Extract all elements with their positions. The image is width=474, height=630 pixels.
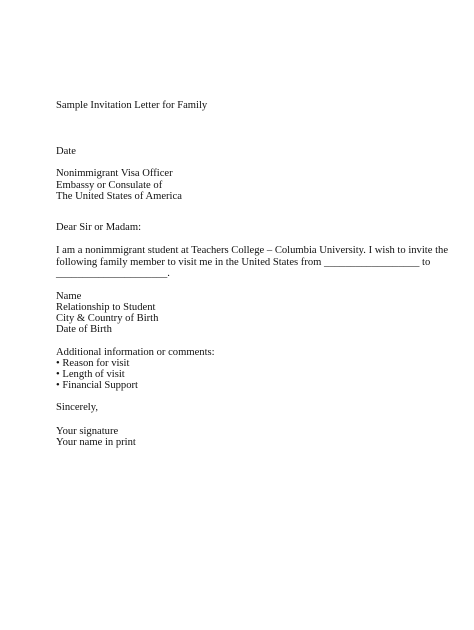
additional-heading: Additional information or comments: [56, 347, 215, 358]
name-in-print-line: Your name in print [56, 437, 136, 448]
closing: Sincerely, [56, 402, 98, 413]
recipient-line-3: The United States of America [56, 191, 182, 202]
body-line-1: I am a nonimmigrant student at Teachers College – Columbia University. I wish to invite the [56, 245, 449, 256]
recipient-line-1: Nonimmigrant Visa Officer [56, 168, 173, 179]
salutation: Dear Sir or Madam: [56, 222, 142, 233]
letter-title: Sample Invitation Letter for Family [56, 100, 208, 111]
additional-item-financial: • Financial Support [56, 380, 138, 391]
letter-body [56, 245, 449, 280]
field-city-country-birth: City & Country of Birth [56, 313, 159, 324]
additional-item-length: • Length of visit [56, 369, 125, 380]
field-relationship: Relationship to Student [56, 302, 156, 313]
body-line-3: _____________________. [56, 268, 170, 280]
field-date-of-birth: Date of Birth [56, 324, 112, 335]
signature-line: Your signature [56, 426, 119, 437]
additional-item-reason: • Reason for visit [56, 358, 130, 369]
field-name: Name [56, 291, 82, 302]
date-label: Date [56, 146, 76, 157]
recipient-line-2: Embassy or Consulate of [56, 180, 163, 191]
body-line-2: following family member to visit me in the United States from __________________ to [56, 256, 431, 268]
